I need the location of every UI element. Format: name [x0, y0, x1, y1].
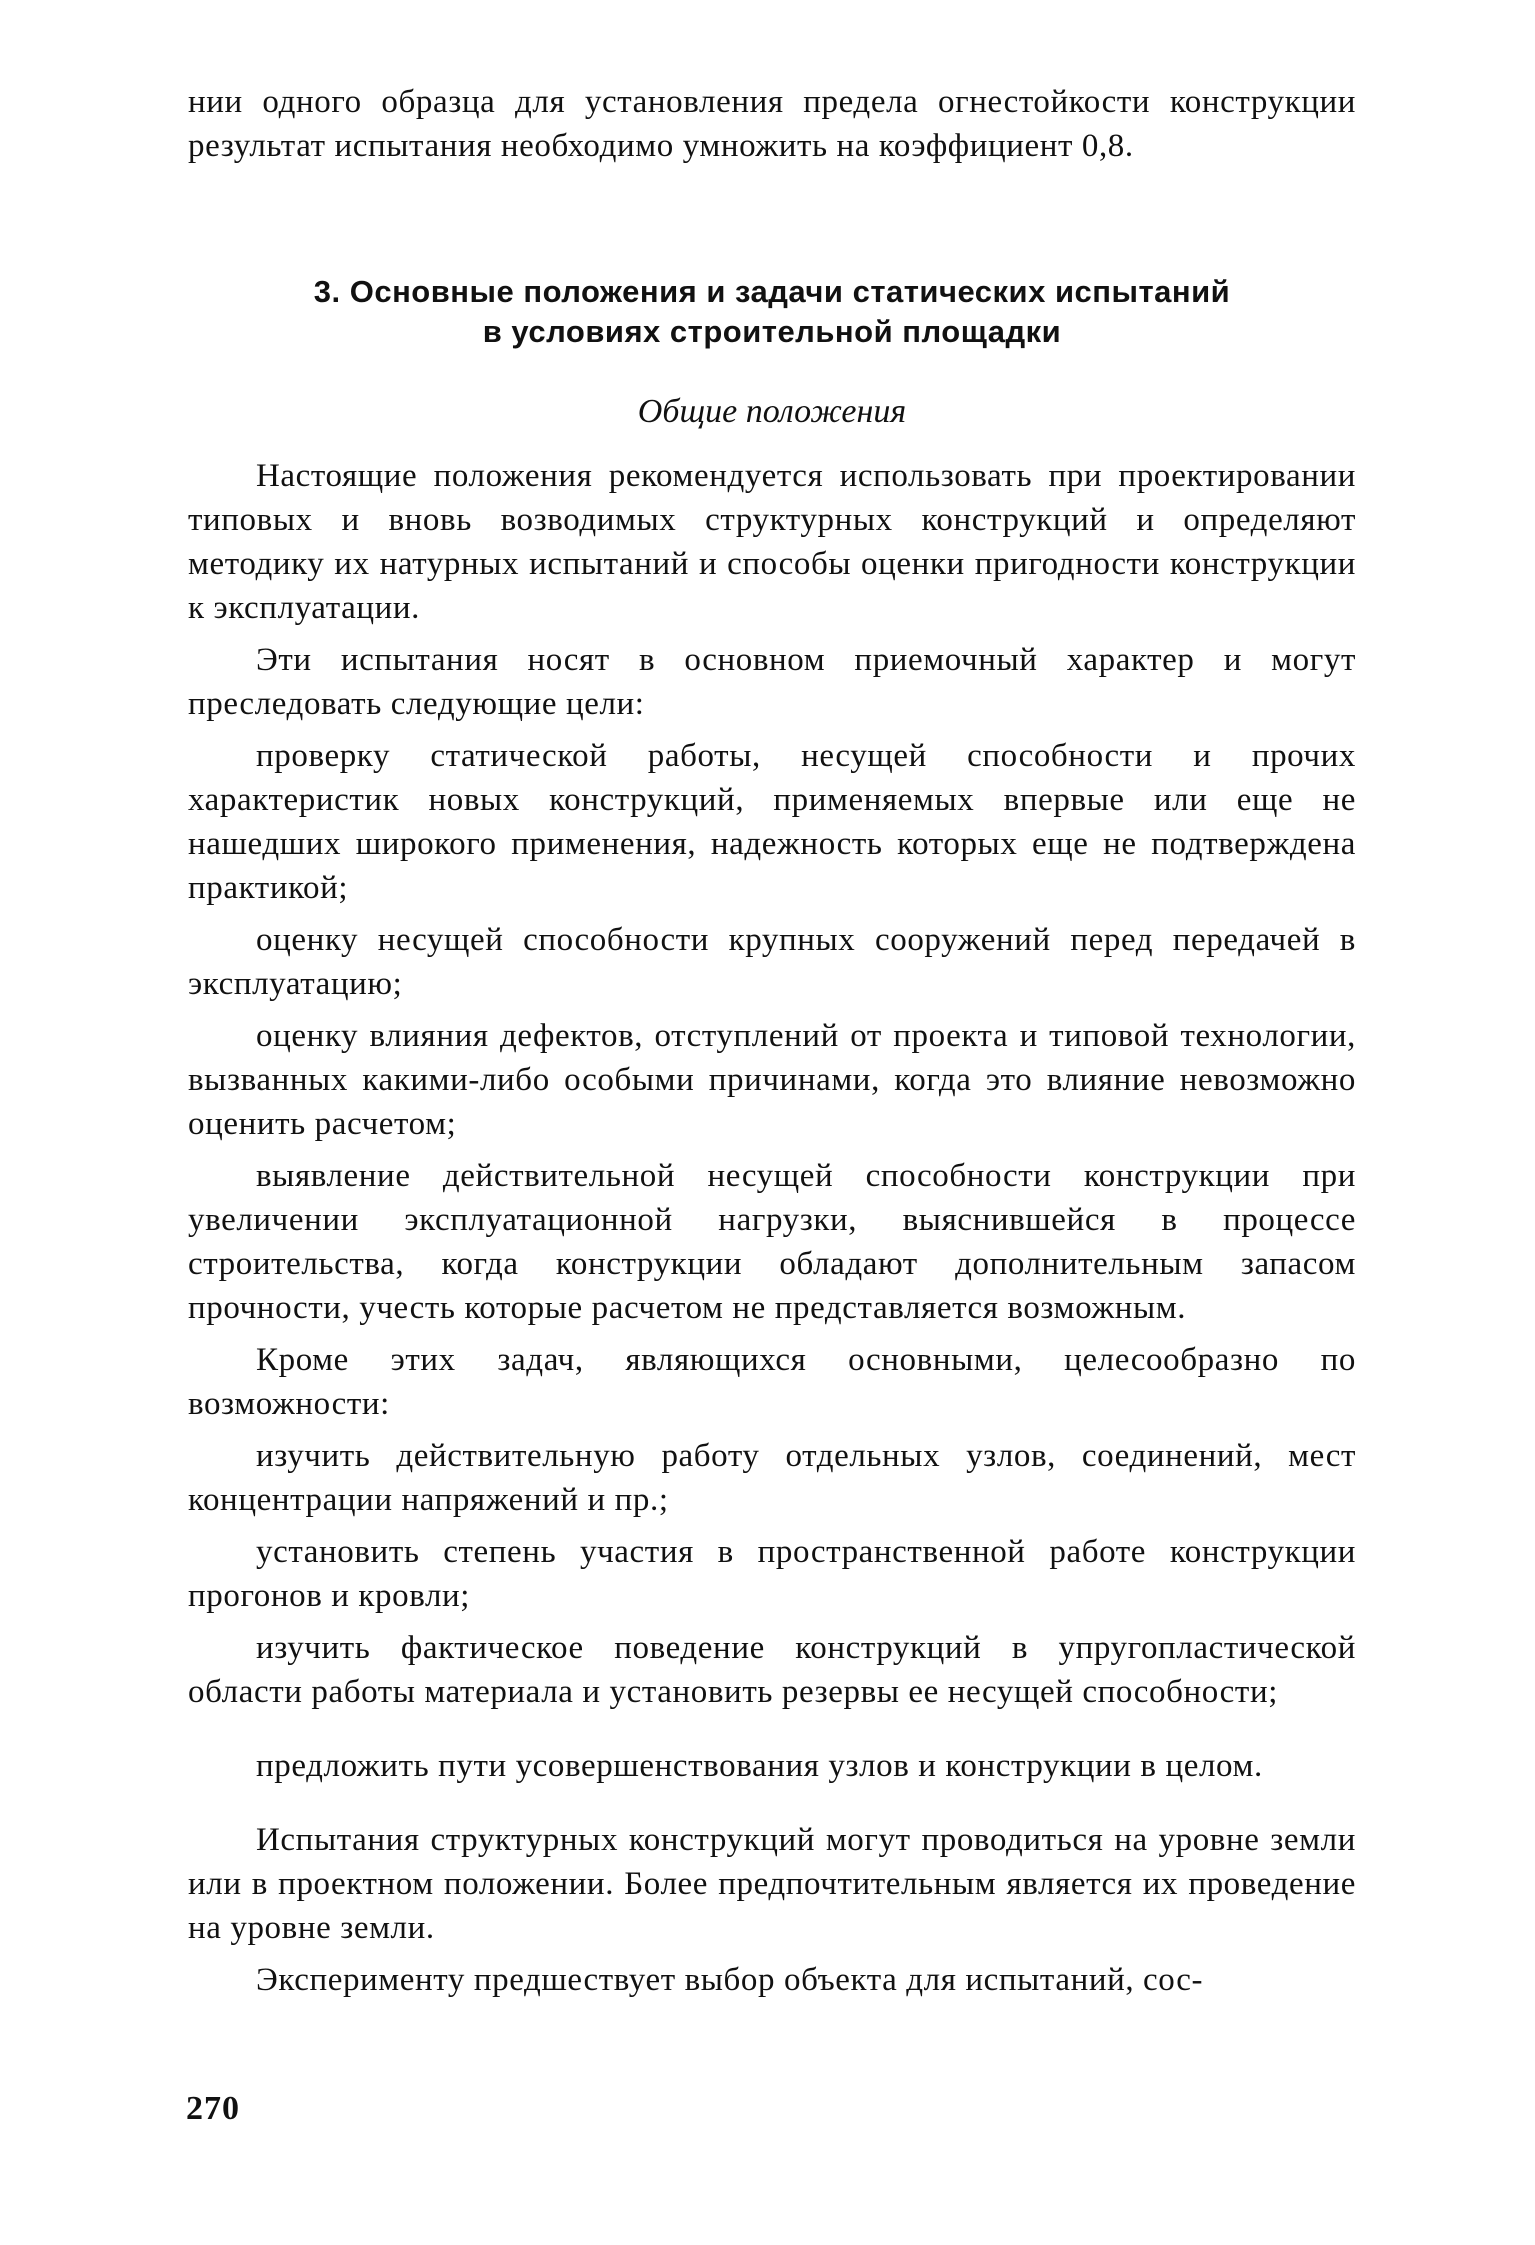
paragraph: Эксперименту предшествует выбор объекта для испытаний, сос- [256, 1962, 1204, 1998]
paragraph: Настоящие положения рекомендуется использовать при проектировании типовых и вновь возводимых структурных конструкций и определяют методику их натурных испытаний и способы оценки пригодности конструкции к эксплуатации. [188, 458, 1356, 626]
paragraph: Эти испытания носят в основном приемочный характер и могут преследовать следующие цели: [188, 642, 1356, 722]
paragraph: Испытания структурных конструкций могут проводиться на уровне земли или в проектном положении. Более предпочтительным является их проведение на уровне земли. [188, 1822, 1356, 1946]
list-item: оценку влияния дефектов, отступлений от проекта и типовой технологии, вызванных какими-либо особыми причинами, когда это влияние невозможно оценить расчетом; [188, 1018, 1356, 1142]
page-content [188, 80, 1356, 2002]
subtitle: Общие положения [637, 393, 907, 430]
list-item: изучить фактическое поведение конструкций в упругопластической области работы материала и установить резервы ее несущей способности; [188, 1630, 1356, 1710]
section-title-line-1: 3. Основные положения и задачи статических испытаний [313, 274, 1231, 309]
list-item: предложить пути усовершенствования узлов и конструкции в целом. [256, 1748, 1263, 1784]
page-number: 270 [186, 2090, 240, 2127]
list-item: изучить действительную работу отдельных узлов, соединений, мест концентрации напряжений и пр.; [188, 1438, 1356, 1518]
list-item: установить степень участия в пространственной работе конструкции прогонов и кровли; [188, 1534, 1356, 1614]
section-title [188, 272, 1356, 352]
list-item: проверку статической работы, несущей способности и прочих характеристик новых конструкций, применяемых впервые или еще не нашедших широкого применения, надежность которых еще не подтверждена практикой; [188, 738, 1356, 906]
list-item: оценку несущей способности крупных сооружений перед передачей в эксплуатацию; [188, 922, 1356, 1002]
section-title-line-2: в условиях строительной площадки [482, 314, 1062, 349]
intro-paragraph: нии одного образца для установления предела огнестойкости конструкции результат испытания необходимо умножить на коэффициент 0,8. [188, 84, 1356, 164]
paragraph: Кроме этих задач, являющихся основными, целесообразно по возможности: [188, 1342, 1356, 1422]
list-item: выявление действительной несущей способности конструкции при увеличении эксплуатационной нагрузки, выяснившейся в процессе строительства, когда конструкции обладают дополнительным запасом прочности, учесть которые расчетом не представляется возможным. [188, 1158, 1356, 1326]
